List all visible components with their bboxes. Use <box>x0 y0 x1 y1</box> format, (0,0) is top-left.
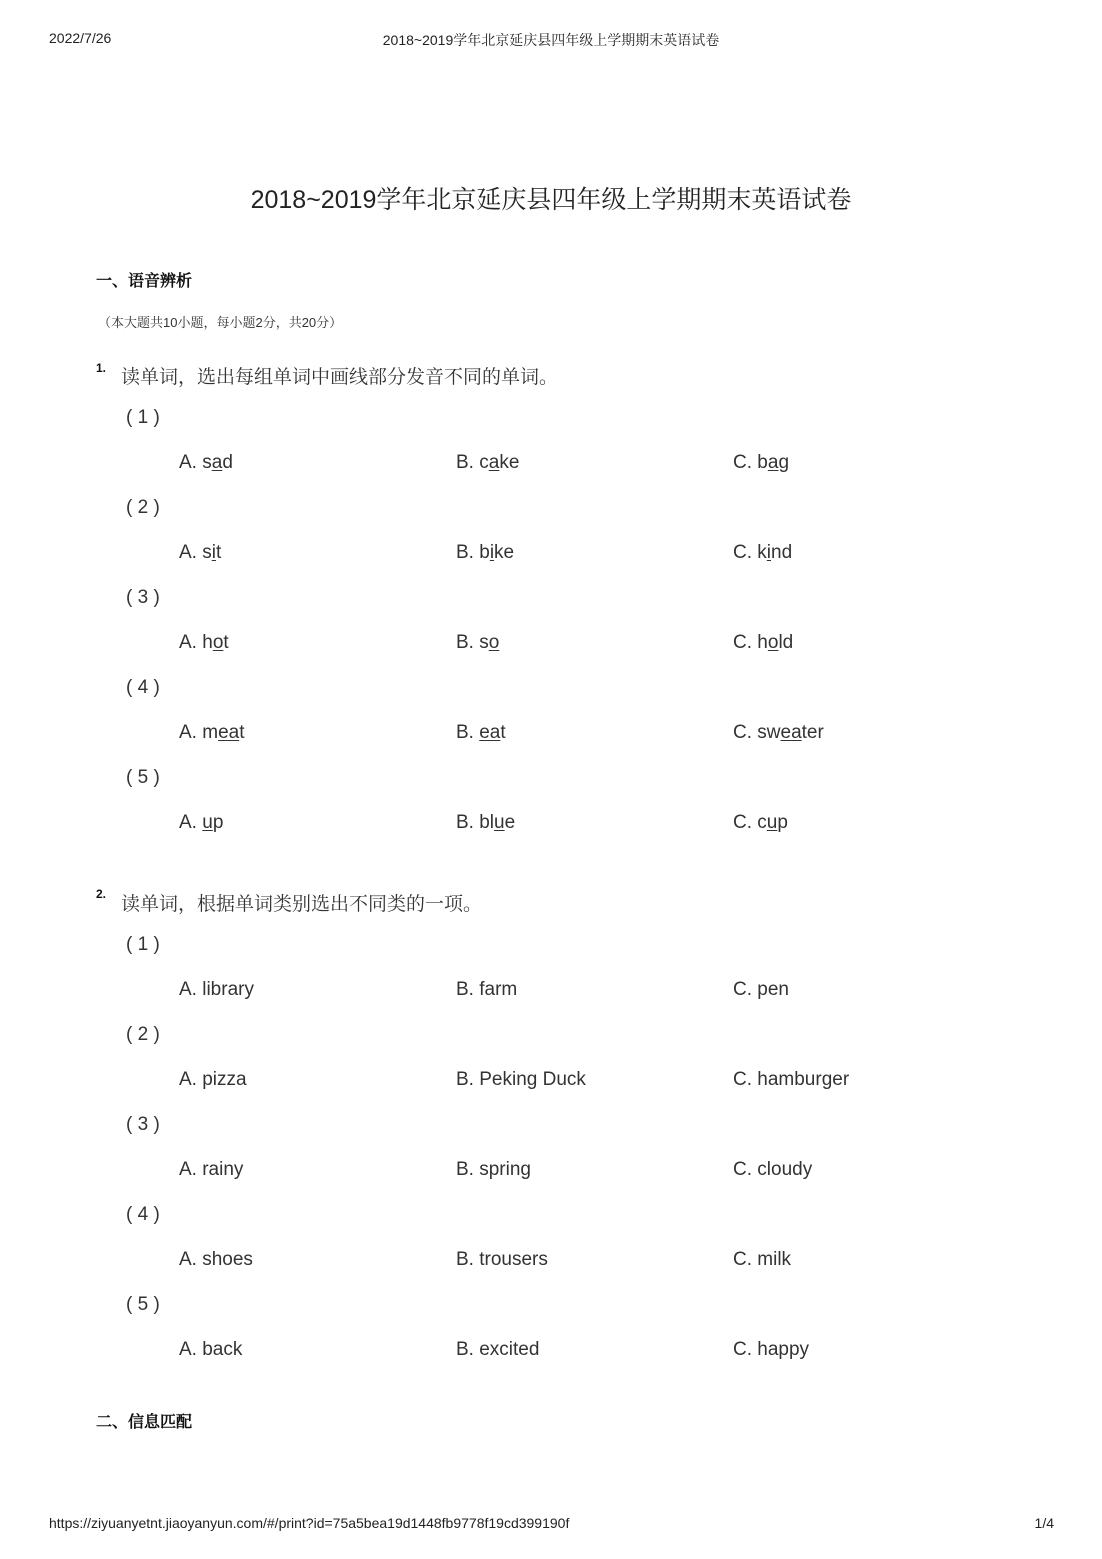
option-text: B. s <box>456 632 489 653</box>
option-text: B. b <box>456 542 490 563</box>
option-text: t <box>500 722 506 743</box>
footer-url: https://ziyuanyetnt.jiaoyanyun.com/#/print?id=75a5bea19d1448fb9778f19cd399190f <box>49 1515 570 1531</box>
option-a: A. rainy <box>179 1159 244 1180</box>
option-a <box>179 812 223 834</box>
option-a <box>179 452 233 474</box>
option-c <box>733 452 789 474</box>
option-b <box>456 452 519 474</box>
option-text: g <box>778 452 790 473</box>
footer-page-number: 1/4 <box>1034 1515 1054 1531</box>
option-b <box>456 542 514 564</box>
sub-question-number: ( 3 ) <box>126 1114 160 1135</box>
option-c: C. hamburger <box>733 1069 850 1090</box>
option-c <box>733 812 788 834</box>
option-text: d <box>222 452 233 473</box>
page-title: 2018~2019学年北京延庆县四年级上学期期末英语试卷 <box>250 186 852 214</box>
option-c: C. cloudy <box>733 1159 813 1180</box>
option-b: B. farm <box>456 979 518 1000</box>
option-text: ke <box>499 452 520 473</box>
option-text: C. c <box>733 812 767 833</box>
section-1-note: （本大题共10小题，每小题2分，共20分） <box>98 315 343 330</box>
question-1-number: 1. <box>96 361 107 375</box>
underlined-letters: o <box>212 632 224 653</box>
option-text: C. sw <box>733 722 781 743</box>
option-a: A. library <box>179 979 254 1000</box>
option-b <box>456 632 499 654</box>
option-text: p <box>212 812 224 833</box>
sub-question-number: ( 4 ) <box>126 1204 160 1225</box>
sub-question-number: ( 5 ) <box>126 767 160 788</box>
section-2-title: 二、信息匹配 <box>96 1414 193 1431</box>
underlined-letters: i <box>489 542 495 563</box>
option-c <box>733 542 792 564</box>
option-a: A. shoes <box>179 1249 253 1270</box>
underlined-letters: u <box>766 812 778 833</box>
option-text: t <box>223 632 229 653</box>
option-text: A. h <box>179 632 213 653</box>
sub-question-number: ( 2 ) <box>126 497 160 518</box>
section-1-title: 一、语音辨析 <box>96 273 193 290</box>
option-a: A. pizza <box>179 1069 247 1090</box>
sub-question-number: ( 1 ) <box>126 934 160 955</box>
sub-question-number: ( 4 ) <box>126 677 160 698</box>
option-c: C. pen <box>733 979 789 1000</box>
header-title: 2018~2019学年北京延庆县四年级上学期期末英语试卷 <box>382 32 720 48</box>
underlined-letters: i <box>211 542 216 563</box>
question-2-number: 2. <box>96 887 107 901</box>
underlined-letters: u <box>494 812 505 833</box>
option-text: C. b <box>733 452 768 473</box>
underlined-letters: ea <box>780 722 802 743</box>
option-text: C. h <box>733 632 768 653</box>
question-2-text: 读单词，根据单词类别选出不同类的一项。 <box>121 894 483 915</box>
option-b: B. spring <box>456 1159 531 1180</box>
option-b <box>456 812 515 834</box>
option-c: C. milk <box>733 1249 792 1270</box>
underlined-letters: i <box>766 542 772 563</box>
option-text: A. m <box>179 722 219 743</box>
option-text: ke <box>494 542 515 563</box>
option-b: B. trousers <box>456 1249 548 1270</box>
sub-question-number: ( 3 ) <box>126 587 160 608</box>
option-text: t <box>215 542 222 563</box>
option-text: t <box>239 722 245 743</box>
option-text: p <box>777 812 788 833</box>
option-a <box>179 542 221 564</box>
sub-question-number: ( 1 ) <box>126 407 160 428</box>
header-date: 2022/7/26 <box>49 30 112 46</box>
option-c <box>733 632 793 654</box>
underlined-letters: u <box>202 812 213 833</box>
option-b <box>456 722 506 744</box>
option-a: A. back <box>179 1339 243 1360</box>
underlined-letters: a <box>211 452 223 473</box>
option-text: A. s <box>179 542 212 563</box>
option-b: B. excited <box>456 1339 540 1360</box>
underlined-letters: a <box>767 452 779 473</box>
option-text: B. c <box>456 452 489 473</box>
option-text: B. bl <box>456 812 495 833</box>
underlined-letters: ea <box>479 722 501 743</box>
option-text: A. <box>179 812 203 833</box>
option-text: C. k <box>733 542 767 563</box>
option-c: C. happy <box>733 1339 810 1360</box>
underlined-letters: ea <box>218 722 240 743</box>
option-text: A. s <box>179 452 212 473</box>
option-text: B. <box>456 722 480 743</box>
question-1-text: 读单词，选出每组单词中画线部分发音不同的单词。 <box>121 367 559 388</box>
option-c <box>733 722 824 744</box>
option-text: e <box>504 812 516 833</box>
option-text: nd <box>771 542 793 563</box>
underlined-letters: o <box>488 632 500 653</box>
option-a <box>179 722 244 744</box>
option-b: B. Peking Duck <box>456 1069 586 1090</box>
option-text: ld <box>778 632 794 653</box>
sub-question-number: ( 2 ) <box>126 1024 160 1045</box>
option-text: ter <box>801 722 824 743</box>
underlined-letters: o <box>767 632 779 653</box>
underlined-letters: a <box>488 452 500 473</box>
sub-question-number: ( 5 ) <box>126 1294 160 1315</box>
option-a <box>179 632 229 654</box>
